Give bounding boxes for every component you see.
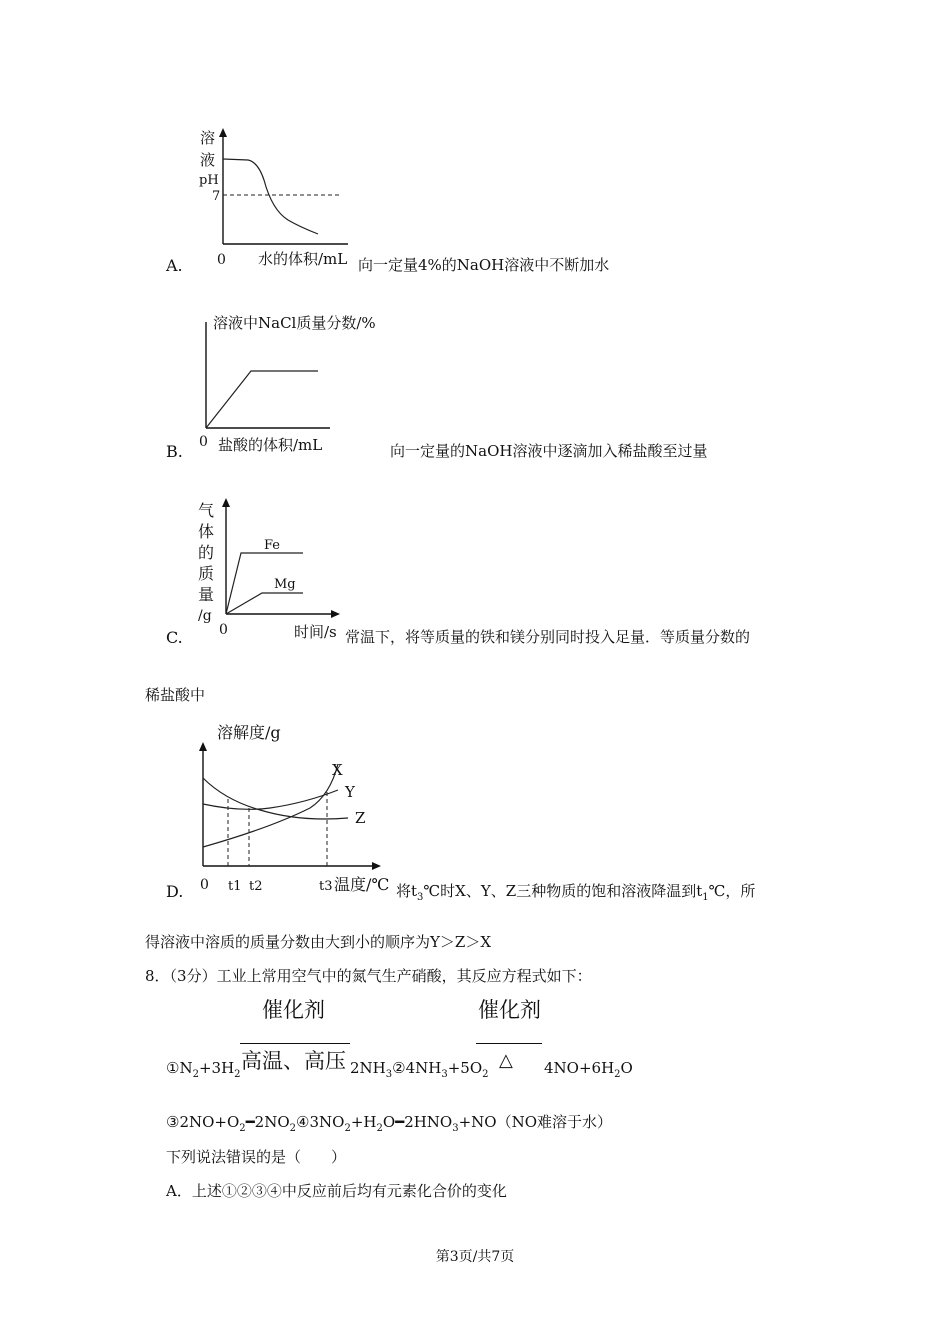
graph-d-z-curve-label: Z <box>355 809 366 827</box>
eq2-plus: +5O <box>447 1059 483 1077</box>
catalyst-label-1: 催化剂 <box>262 998 325 1022</box>
graph-d-x-arrow <box>372 862 381 870</box>
graph-d-t3-label: t3 <box>319 879 333 894</box>
graph-d-t1-label: t1 <box>228 879 242 894</box>
option-d-description-line2: 得溶液中溶质的质量分数由大到小的顺序为Y＞Z＞X <box>145 933 492 951</box>
eq3-sub-2: 2 <box>289 1123 297 1134</box>
eq1-left: ①N <box>166 1059 193 1077</box>
eq4-part-1: ④3NO <box>296 1113 345 1131</box>
page-footer: 第3页/共7页 <box>435 1249 515 1265</box>
question8-prompt: 下列说法错误的是（ ） <box>166 1148 347 1166</box>
graph-d-y-curve-label: Y <box>345 783 355 801</box>
eq3-part-1: ③2NO+O <box>166 1113 240 1131</box>
option-d-desc-a: 将t <box>396 882 418 900</box>
graph-c-fe-label: Fe <box>264 538 281 553</box>
graph-b-x-label: 盐酸的体积/mL <box>218 436 323 454</box>
option-a-description: 向一定量4%的NaOH溶液中不断加水 <box>358 256 610 274</box>
graph-c-y-label-2: 体 <box>198 522 215 541</box>
graph-c-y-label-1: 气 <box>198 501 215 520</box>
eq2-sub-e: 2 <box>482 1069 489 1080</box>
graph-c-y-label-3: 的 <box>198 543 215 562</box>
equation1-condition-rule <box>240 1043 350 1044</box>
eq4-part-4: +NO（NO难溶于水） <box>458 1113 613 1131</box>
eq1-sub-c: 3 <box>385 1069 393 1080</box>
eq3-sub-1: 2 <box>239 1123 246 1134</box>
eq2-end: O <box>620 1059 633 1077</box>
option-c-letter: C. <box>166 628 183 647</box>
equation-line1-right <box>544 1058 633 1085</box>
graph-a-y-label-1: 溶 <box>200 129 216 147</box>
eq1-product1: 2NH <box>350 1059 386 1077</box>
option-d-desc-b: ℃时X、Y、Z三种物质的饱和溶液降温到t <box>423 882 703 900</box>
graph-d-curve-x <box>203 764 338 847</box>
option-b-description: 向一定量的NaOH溶液中逐滴加入稀盐酸至过量 <box>390 442 708 460</box>
graph-c-y-label-4: 质 <box>198 564 215 583</box>
eq4-sub-2: 2 <box>376 1123 383 1134</box>
condition-label-2: △ <box>499 1050 513 1071</box>
condition-label-1: 高温、高压 <box>241 1049 346 1073</box>
graph-a-seven-tick: 7 <box>212 189 221 204</box>
option-d-desc-sub1: 1 <box>702 892 709 903</box>
graph-a-y-label-3: pH <box>199 173 219 188</box>
graph-d-x-label: 温度/℃ <box>334 875 390 894</box>
equation2-condition-rule <box>476 1043 542 1044</box>
option-d-letter: D. <box>166 882 184 901</box>
eq2-sub-d: 3 <box>441 1069 448 1080</box>
eq4-part-2: +H <box>350 1113 377 1131</box>
graph-d-curve-z <box>203 778 348 819</box>
eq2-product: 4NO+6H <box>544 1059 615 1077</box>
equation-line1-middle <box>350 1058 489 1085</box>
option-b-letter: B. <box>166 442 183 461</box>
eq2-sub-f: 2 <box>614 1069 621 1080</box>
graph-d-y-label: 溶解度/g <box>217 723 281 742</box>
graph-b-origin: 0 <box>199 434 208 450</box>
graph-c-origin: 0 <box>219 622 228 638</box>
graph-d-t2-label: t2 <box>249 879 263 894</box>
eq1-mid: +3H <box>198 1059 235 1077</box>
eq4-part-3: O━2HNO <box>382 1113 453 1131</box>
equation-line1-left <box>166 1058 241 1085</box>
graph-a-x-label: 水的体积/mL <box>258 250 348 268</box>
graph-d-x-curve-label: X <box>332 761 343 779</box>
graph-c-y-label-6: /g <box>198 608 212 624</box>
option-a-letter: A. <box>166 256 183 275</box>
graph-c-x-label: 时间/s <box>294 623 337 641</box>
question8-stem: 8．（3分）工业上常用空气中的氮气生产硝酸，其反应方程式如下： <box>145 967 592 985</box>
graph-b-y-label: 溶液中NaCl质量分数/% <box>213 314 376 332</box>
graph-c-y-label-5: 量 <box>198 585 215 604</box>
catalyst-label-2: 催化剂 <box>478 998 541 1022</box>
graph-a-origin: 0 <box>217 252 226 268</box>
option-d-desc-sub3: 3 <box>417 892 424 903</box>
graph-d-origin: 0 <box>200 877 209 893</box>
graph-d-y-arrow <box>199 742 207 751</box>
eq4-sub-1: 2 <box>344 1123 351 1134</box>
eq1-sub-a: 2 <box>192 1069 199 1080</box>
eq4-sub-3: 3 <box>452 1123 459 1134</box>
graph-d-curve-y <box>203 790 338 809</box>
option-c-description-line1: 常温下，将等质量的铁和镁分别同时投入足量．等质量分数的 <box>345 628 751 646</box>
option-d-desc-c: ℃，所 <box>708 882 756 900</box>
question8-option-a: A．上述①②③④中反应前后均有元素化合价的变化 <box>166 1182 507 1200</box>
eq3-part-2: ━2NO <box>245 1113 290 1131</box>
equation-line2 <box>166 1112 612 1139</box>
graph-a-y-label-2: 液 <box>200 151 216 169</box>
eq1-sub-b: 2 <box>234 1069 241 1080</box>
option-c-description-line2: 稀盐酸中 <box>145 686 206 704</box>
graph-c-mg-label: Mg <box>274 577 296 592</box>
option-d-description-line1 <box>396 881 755 908</box>
eq2-reactant: ②4NH <box>392 1059 442 1077</box>
